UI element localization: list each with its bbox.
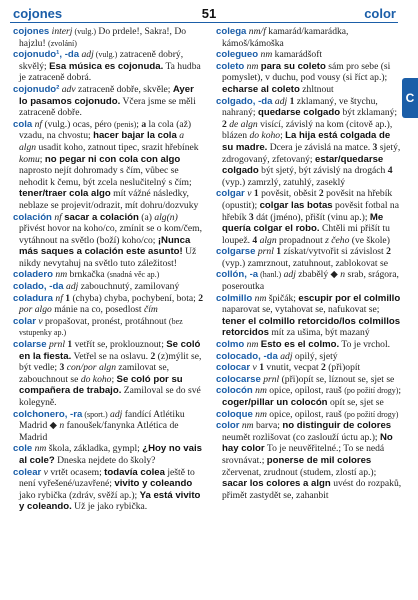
translation-text: pověsit fotbal na hřebík (222, 199, 399, 223)
dictionary-entry (216, 49, 402, 61)
grammar-label: do koho (80, 373, 112, 385)
translation-text: zabouchnutý, zamilovaný (78, 281, 180, 293)
translation-text: usadit koho, zatnout tipec, srazit hřebínek (36, 141, 199, 153)
dictionary-entry (13, 281, 203, 293)
translation-text: ; (39, 153, 45, 165)
translation-text: Už nikdy nevytahuj na světlo tuto záležitost! (19, 246, 197, 269)
headword: colgarse (216, 246, 256, 258)
translation-text: zhltnout (299, 83, 334, 95)
grammar-label: algn (257, 234, 277, 246)
example-phrase: sacar a colación (64, 211, 139, 223)
sense-number: 4 (252, 234, 258, 246)
translation-text: ještě to není vyřešené/uzavřené; (19, 466, 195, 490)
translation-text: sjetý, zdrogovaný, zfetovaný; (222, 141, 401, 165)
translation-text: (vyp.) zamrznout, zatuhnout, zablokovat se (222, 257, 388, 269)
translation-text: (a) (138, 211, 155, 223)
dictionary-entry (216, 339, 402, 351)
headword: collón, -a (216, 269, 259, 281)
usage-note: (hanl.) (258, 270, 282, 280)
translation-text: zatraceně dobře, skvěle; (75, 83, 173, 95)
translation-text: (při)opít se, líznout se, sjet se (279, 373, 395, 385)
grammar-label: nm (244, 60, 259, 72)
sense-number: 3 (248, 211, 254, 223)
translation-text: vrtět ocasem; (47, 466, 105, 478)
example-phrase: ¡Nunca más saques a colación este asunto! (19, 234, 191, 258)
dictionary-entry (216, 188, 402, 246)
running-header (0, 6, 418, 22)
header-rule (10, 22, 398, 23)
translation-text: špičák; (266, 292, 299, 304)
example-phrase: para su coleto (260, 60, 326, 72)
headword: coleto (216, 60, 245, 72)
dictionary-entry (13, 316, 203, 339)
dictionary-entry (216, 362, 402, 374)
example-phrase: tener el colmillo retorcido/los colmillos retorcidos (222, 315, 401, 339)
translation-text: Chtěli mi přišít tu loupež. (222, 223, 390, 246)
grammar-label: adj (63, 281, 79, 293)
headword: colación (13, 211, 52, 223)
translation-text: pověsit na hřebík (opustit); (222, 188, 393, 211)
grammar-label: v (35, 315, 43, 327)
translation-text: kamarádšoft (272, 49, 323, 61)
translation-text: (při)opít (325, 362, 361, 374)
example-phrase: quedarse colgado (257, 107, 341, 119)
example-phrase: La hija está colgada de su madre. (222, 130, 391, 153)
translation-text: Do prdele!, Sakra!, Do hajzlu! (19, 26, 187, 49)
dictionary-entry (13, 269, 203, 281)
example-phrase: echarse al coleto (222, 83, 300, 95)
translation-text: propašovat, pronést, protáhnout (42, 315, 169, 327)
example-phrase: no distinguir de colores (282, 420, 392, 432)
headword: colgar (216, 188, 245, 200)
grammar-label: do koho (249, 130, 281, 142)
headword: colgado, -da (216, 95, 273, 107)
right-column (216, 26, 402, 596)
translation-text: (z)mýlit se, být vedle; (19, 350, 202, 374)
example-phrase: no pegar ni con cola con algo (44, 153, 181, 165)
translation-text: propadnout (276, 234, 326, 246)
dictionary-entry (216, 420, 402, 501)
translation-text: pověsit, oběsit (258, 188, 319, 200)
dictionary-entry (216, 293, 402, 339)
translation-text: brnkačka (67, 269, 108, 281)
grammar-label: adv (59, 83, 76, 95)
headword: colmillo (216, 292, 253, 304)
translation-text: zbabělý ◆ (295, 269, 341, 281)
grammar-label: komu (19, 153, 40, 165)
dictionary-entry (13, 26, 203, 49)
grammar-label: z čeho (325, 234, 350, 246)
grammar-label: interj (49, 26, 73, 37)
translation-text: zklamaný, ve štychu, nahraný; (222, 95, 378, 119)
usage-note: (zvolání) (48, 38, 77, 48)
translation-text: opít se, sjet se (327, 397, 384, 408)
thumb-index-tab: C (402, 78, 418, 118)
translation-text: jako rybička (zdráv, svěží ap.); (19, 489, 140, 501)
guide-word-left: cojones (13, 6, 63, 21)
headword: coloque (216, 408, 253, 420)
translation-text: opice, opilost, rauš (266, 408, 345, 420)
sense-number: 2 (321, 362, 326, 374)
translation-text: být zklamaný; (340, 107, 398, 119)
example-phrase: tener/traer cola algo (19, 188, 111, 200)
grammar-label: prnl (260, 373, 280, 385)
translation-text: ; (398, 385, 402, 397)
example-phrase: colgar las botas (259, 199, 333, 211)
example-phrase: ¿Hoy no vais al cole? (19, 443, 202, 466)
sense-number: 2 (198, 292, 203, 304)
headword: colocar (216, 362, 251, 374)
translation-text: opilý, sjetý (292, 350, 338, 362)
grammar-label: v (250, 362, 257, 374)
translation-text: získat/vytvořit si závislost (281, 246, 387, 258)
example-phrase: Esa música es cojonuda. (49, 60, 164, 72)
translation-text: Zamiloval se do své kolegyně. (19, 385, 201, 408)
translation-text: mít vážné následky, neblaze se projevit/odrazit, mít dohru/dozvuky (19, 188, 199, 211)
usage-note: (vulg.) (93, 50, 118, 60)
headword: colar (13, 315, 36, 327)
translation-text: To je vrchol. (339, 339, 391, 351)
translation-text: mánie na co, posedlost (51, 304, 144, 316)
translation-text: (ve škole) (349, 234, 390, 246)
grammar-label: adj (107, 408, 123, 420)
sense-number: 2 (150, 350, 156, 362)
example-phrase: coger/pillar un colocón (222, 397, 328, 408)
dictionary-entry (216, 269, 402, 292)
example-phrase: estar/quedarse colgado (222, 153, 384, 177)
dictionary-entry (13, 443, 203, 466)
grammar-label: nm (239, 420, 254, 432)
dictionary-entry (216, 374, 402, 386)
grammar-label: adj (79, 49, 94, 61)
dictionary-entry (13, 84, 203, 119)
translation-text: dát (jméno), přišít (vinu ap.); (253, 211, 370, 223)
example-phrase: escupir por el colmillo (298, 292, 401, 304)
sense-number: 3 (372, 141, 378, 153)
headword: colchonero, -ra (13, 408, 83, 420)
usage-note: (bez vstupenky ap.) (19, 316, 183, 338)
sense-number: 2 (222, 118, 227, 130)
example-phrase: Se coló por su compañera de trabajo. (19, 373, 183, 397)
usage-note: (vulg.) (72, 27, 97, 36)
sense-number: 3 (59, 362, 65, 374)
translation-text: ; (280, 130, 286, 142)
grammar-label: nf (32, 118, 43, 130)
translation-text: vetřít se, proklouznout; (72, 339, 167, 351)
headword: colocarse (216, 373, 261, 385)
translation-text: být sjetý, být závislý na drogách (258, 165, 388, 177)
usage-note: (po požití drogy) (344, 409, 399, 419)
sense-number: 4 (387, 165, 393, 177)
headword: coladura (13, 292, 53, 304)
grammar-label: čím (143, 304, 158, 316)
headword: colega (216, 26, 247, 37)
translation-text: Dneska nejdete do školy? (54, 454, 156, 466)
translation-text: (chyba) chyba, pochybení, bota; (70, 292, 199, 304)
example-phrase: hacer bajar la cola (93, 130, 177, 142)
grammar-label: prnl (255, 246, 274, 258)
headword: colarse (13, 339, 47, 351)
page-number: 51 (201, 6, 217, 21)
usage-note: (snadná věc ap.) (107, 270, 160, 280)
translation-text: sám pro sebe (si pomyslet), v duchu, pod vousy (si říct ap.); (222, 60, 391, 84)
usage-note: (sport.) (82, 409, 108, 419)
usage-note: (po požití drogy) (344, 386, 399, 396)
grammar-label: nm (53, 269, 68, 281)
grammar-label: nm (252, 385, 267, 397)
translation-text: Včera jsme se měli zatraceně dobře. (19, 95, 196, 119)
usage-note: (penis) (114, 119, 137, 129)
example-phrase: ponerse de mil colores (266, 454, 372, 466)
sense-number: 1 (65, 292, 71, 304)
example-phrase: Se coló en la fiesta. (19, 339, 201, 362)
translation-text: barva; (253, 420, 283, 432)
grammar-label: nm (252, 408, 267, 420)
translation-text: neumět rozlišovat (co zaslouží úctu ap.); (222, 431, 380, 443)
sense-number: 1 (259, 362, 265, 374)
translation-text: zatraceně dobrý, skvělý; (19, 49, 184, 72)
grammar-label: adj (281, 269, 296, 281)
grammar-label: v (41, 466, 48, 478)
translation-text: uvést do rozpaků, přimět zastydět se, zahanbit (222, 478, 402, 501)
grammar-label: nf (53, 292, 63, 304)
sense-number: 1 (276, 246, 282, 258)
translation-text: mít za ušima, být mazaný (268, 327, 370, 339)
grammar-label: adj (277, 350, 293, 362)
sense-number: 2 (318, 188, 324, 200)
example-phrase: No hay color (222, 431, 393, 455)
headword: colado, -da (13, 281, 64, 293)
translation-text: (vulg.) ocas, péro (42, 118, 115, 130)
grammar-label: adj (272, 95, 288, 107)
left-column (13, 26, 203, 596)
sense-number: a (141, 118, 147, 130)
sense-number: 1 (67, 339, 73, 351)
translation-text: zčervenat, zrudnout (studem, zlostí ap.); (222, 466, 377, 478)
translation-text: srab, srágora, poseroutka (222, 269, 399, 293)
translation-text: Dcera je závislá na matce. (267, 141, 373, 153)
sense-number: 1 (289, 95, 295, 107)
example-phrase: sacar los colores a algn (222, 478, 331, 490)
grammar-label: nm (32, 443, 47, 455)
translation-text: Ta hudba je zatraceně dobrá. (19, 60, 201, 84)
grammar-label: nm/f (246, 26, 266, 37)
headword: colegueo (216, 49, 259, 61)
translation-text: zamilovat se, zabouchnout se (19, 362, 170, 385)
grammar-label: n (340, 269, 346, 281)
grammar-label: nm (244, 339, 259, 351)
dictionary-entry (216, 351, 402, 363)
dictionary-entry (13, 212, 203, 270)
dictionary-entry (13, 339, 203, 409)
translation-text: To je neuvěřitelné.; To se nedá srovnávat.; (222, 443, 385, 466)
headword: cojones (13, 26, 50, 37)
translation-text: naparovat se, vytahovat se, nafukovat se; (222, 304, 380, 316)
translation-text: naprosto nejít dohromady s čím, vůbec se nehodit k čemu, být zcela neslučitelný s čím; (19, 165, 192, 188)
dictionary-entry (216, 409, 402, 421)
grammar-label: con/por algn (64, 362, 116, 374)
dictionary-entry (13, 467, 203, 513)
translation-text: la cola (až) vzadu, na chvostu; (19, 118, 192, 142)
dictionary-entry (216, 385, 402, 408)
dictionary-entry (13, 119, 203, 212)
grammar-label: n (59, 420, 65, 432)
translation-text: opice, opilost, rauš (266, 385, 345, 397)
headword: colocado, -da (216, 350, 278, 362)
sense-number: 1 (253, 188, 259, 200)
translation-text: ; (111, 373, 117, 385)
grammar-label: nm (258, 49, 273, 61)
grammar-label: por algo (19, 304, 52, 316)
headword: color (216, 420, 240, 432)
translation-text: Vetřel se na oslavu. (71, 350, 151, 362)
dictionary-entry (216, 96, 402, 189)
translation-text: fandící Atlétiku Madrid ◆ (19, 408, 185, 432)
dictionary-entry (13, 409, 203, 444)
example-phrase: Esto es el colmo. (260, 339, 340, 351)
translation-text: škola, základka, gympl; (46, 443, 143, 455)
example-phrase: Ya está vivito y coleando. (19, 489, 201, 513)
translation-text: vnutit, vecpat (264, 362, 322, 374)
translation-text: fanoušek/fanynka Atlética de Madrid (19, 420, 179, 443)
headword: colocón (216, 385, 253, 397)
example-phrase: todavía colea (104, 466, 165, 478)
headword: cole (13, 443, 33, 455)
headword: colmo (216, 339, 245, 351)
headword: coladero (13, 269, 53, 281)
grammar-label: prnl (46, 339, 66, 351)
grammar-label: alg(n) (154, 211, 178, 223)
grammar-label: v (244, 188, 252, 200)
dictionary-entry (216, 26, 402, 49)
headword: cojonudo¹, -da (13, 49, 80, 61)
dictionary-entry (216, 61, 402, 96)
translation-text: Už je jako rybička. (71, 501, 148, 513)
headword: colear (13, 466, 42, 478)
dictionary-entry (13, 293, 203, 316)
example-phrase: Me quería colgar el robo. (222, 211, 384, 235)
headword: cojonudo² (13, 83, 60, 95)
grammar-label: de algn (226, 118, 258, 130)
example-phrase: Ayer lo pasamos cojonudo. (19, 83, 194, 107)
translation-text: kamarád/kamarádka, kámoš/kámoška (222, 26, 349, 49)
grammar-label: nm (252, 292, 267, 304)
translation-text: přivést hovor na koho/co, zmínit se o kom/čem, vytáhnout na světlo (boží) koho/co; (19, 223, 203, 246)
sense-number: 2 (386, 246, 391, 258)
headword: cola (13, 118, 33, 130)
translation-text: visící, závislý na kom (citově ap.), blázen (222, 118, 393, 142)
translation-text: (vyp.) zamrzlý, zatuhlý, zaseklý (222, 176, 346, 188)
translation-text: ; (136, 118, 142, 130)
example-phrase: vivito y coleando (114, 478, 193, 490)
grammar-label: a algn (19, 130, 185, 153)
dictionary-entry (13, 49, 203, 84)
grammar-label: nf (51, 211, 62, 223)
guide-word-right: color (364, 6, 396, 21)
dictionary-entry (216, 246, 402, 269)
